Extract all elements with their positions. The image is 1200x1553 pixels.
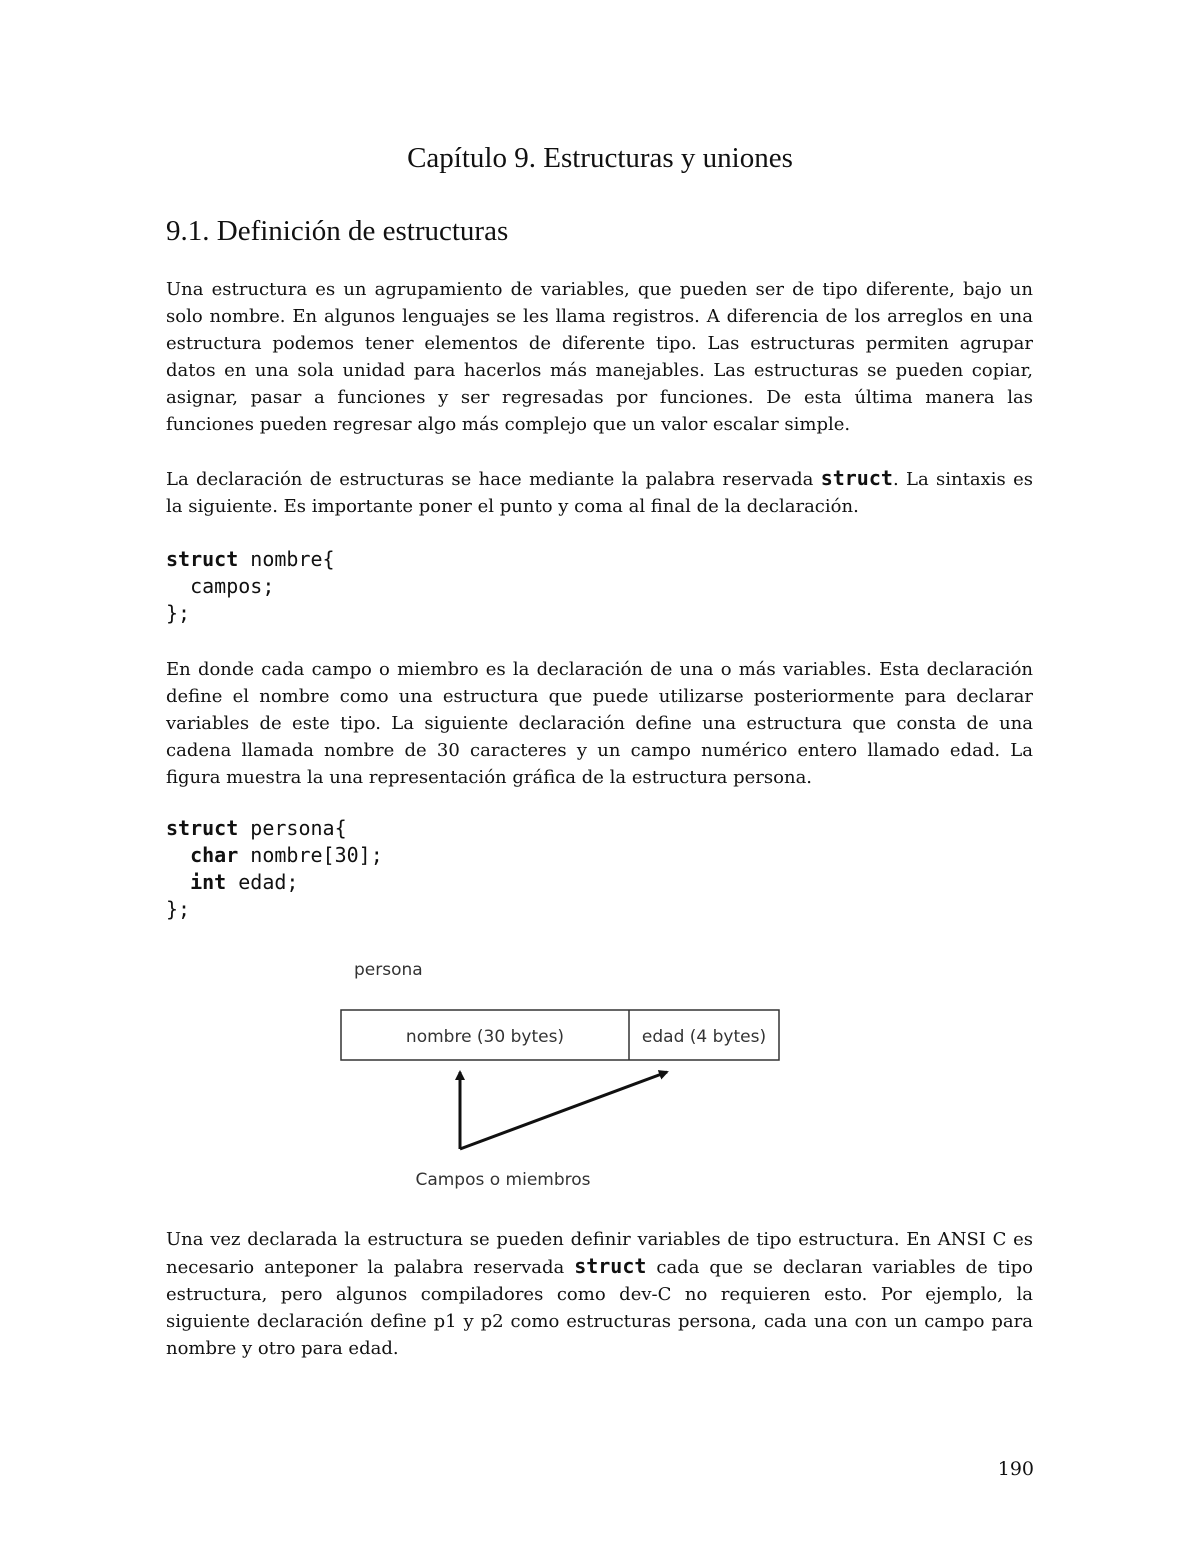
code-line xyxy=(166,842,383,869)
code-text: nombre[30]; xyxy=(238,843,383,867)
code-line xyxy=(166,815,383,842)
code-block-persona xyxy=(166,815,383,923)
paragraph-intro: Una estructura es un agrupamiento de variables, que pueden ser de tipo diferente, bajo un solo nombre. En algunos lenguajes se les llama registros. A diferencia de los arreglos en una estructura podemos tener elementos de diferente tipo. Las estructuras permiten agrupar datos en una sola unidad para hacerlos más manejables. Las estructuras se pueden copiar, asignar, pasar a funciones y ser regresadas por funciones. De esta última manera las funciones pueden regresar algo más complejo que un valor escalar simple. xyxy=(166,279,1033,435)
field-edad: edad (4 bytes) xyxy=(641,1027,767,1047)
field-nombre: nombre (30 bytes) xyxy=(405,1027,565,1047)
paragraph-declaration-text-after: . La sintaxis es la siguiente. Es importante poner el punto y coma al final de la declaración. xyxy=(166,469,1033,517)
paragraph-variables-text-before: Una vez declarada la estructura se pueden definir variables de tipo estructura. En ANSI C es necesario anteponer la palabra reservada xyxy=(166,1229,1033,1278)
code-text: persona{ xyxy=(238,816,347,840)
code-line: }; xyxy=(166,897,191,921)
code-indent xyxy=(166,843,190,867)
arrow-to-edad xyxy=(460,1072,667,1149)
diagram-caption: Campos o miembros xyxy=(415,1170,591,1190)
code-keyword: int xyxy=(190,870,227,894)
struct-keyword-inline: struct xyxy=(820,466,893,490)
code-indent xyxy=(166,870,190,894)
code-line xyxy=(166,546,335,573)
code-line: campos; xyxy=(166,574,275,598)
paragraph-variables-text-after: cada que se declaran variables de tipo estructura, pero algunos compiladores como dev-C no requieren esto. Por ejemplo, la siguiente declaración define p1 y p2 como estructuras persona, cada una con un campo para nombre y otro para edad. xyxy=(166,1257,1033,1359)
code-text: edad; xyxy=(226,870,299,894)
struct-diagram xyxy=(330,950,810,1200)
paragraph-variables xyxy=(166,1226,1033,1362)
code-line xyxy=(166,869,383,896)
paragraph-declaration xyxy=(166,465,1033,520)
page-number: 190 xyxy=(997,1458,1034,1480)
diagram-label-persona: persona xyxy=(354,960,423,980)
paragraph-declaration-text-before: La declaración de estructuras se hace mediante la palabra reservada xyxy=(166,469,821,490)
code-keyword: struct xyxy=(166,547,239,571)
code-text: nombre{ xyxy=(238,547,335,571)
struct-keyword-inline: struct xyxy=(574,1254,647,1278)
code-line: }; xyxy=(166,601,191,625)
code-keyword: char xyxy=(190,843,239,867)
section-title: 9.1. Definición de estructuras xyxy=(166,215,509,247)
code-block-syntax xyxy=(166,546,335,627)
code-keyword: struct xyxy=(166,816,239,840)
paragraph-fields: En donde cada campo o miembro es la declaración de una o más variables. Esta declaración define el nombre como una estructura que puede utilizarse posteriormente para declarar variables de este tipo. La siguiente declaración define una estructura que consta de una cadena llamada nombre de 30 caracteres y un campo numérico entero llamado edad. La figura muestra la una representación gráfica de la estructura persona. xyxy=(166,659,1033,788)
chapter-title: Capítulo 9. Estructuras y uniones xyxy=(407,142,793,174)
